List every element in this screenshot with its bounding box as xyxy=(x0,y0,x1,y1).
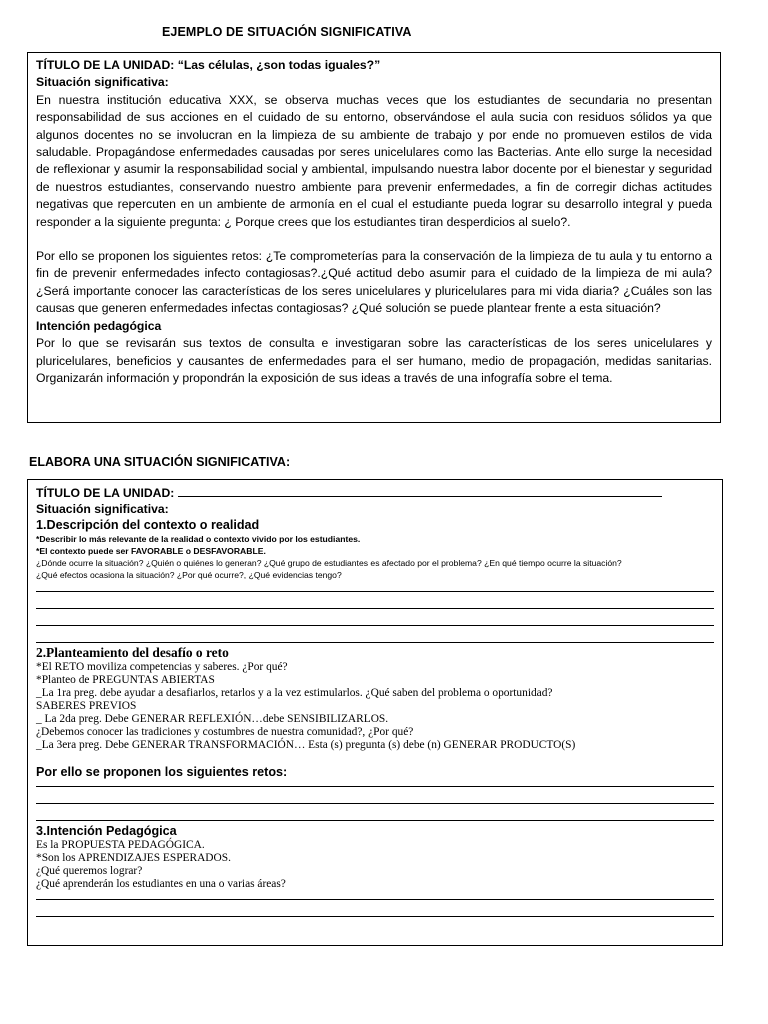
section-1-title: 1.Descripción del contexto o realidad xyxy=(36,518,260,532)
write-line[interactable] xyxy=(36,581,714,592)
section-3-line-4: ¿Qué aprenderán los estudiantes en una o varias áreas? xyxy=(36,878,286,890)
section-1-note-1: *Describir lo más relevante de la realidad o contexto vivido por los estudiantes. xyxy=(36,534,361,544)
section-2-title: 2.Planteamiento del desafío o reto xyxy=(36,645,229,660)
template-unit-title-label: TÍTULO DE LA UNIDAD: xyxy=(36,486,175,500)
write-line[interactable] xyxy=(36,626,714,643)
write-line[interactable] xyxy=(36,609,714,626)
section-2-line-5: _ La 2da preg. Debe GENERAR REFLEXIÓN…debe SENSIBILIZARLOS. xyxy=(36,713,389,725)
section-3-line-2: *Son los APRENDIZAJES ESPERADOS. xyxy=(36,852,231,864)
section-2-line-4: SABERES PREVIOS xyxy=(36,700,137,712)
section-1-note-2: *El contexto puede ser FAVORABLE o DESFAVORABLE. xyxy=(36,546,266,556)
template-box xyxy=(27,479,723,946)
example-situation-label: Situación significativa: xyxy=(36,75,169,90)
section-1-question-1: ¿Dónde ocurre la situación? ¿Quién o quiénes lo generan? ¿Qué grupo de estudiantes es afectado por el problema? ¿En qué tiempo ocurre la situación? xyxy=(36,558,622,568)
section-2-line-1: *El RETO moviliza competencias y saberes. ¿Por qué? xyxy=(36,661,288,673)
example-situation-text: En nuestra institución educativa XXX, se observa muchas veces que los estudiantes de secundaria no presentan responsabilidad de sus acciones en el cuidado de su entorno, observándose el aula sucia con residuos sólidos ya que algunos docentes no se involucran en la limpieza de su ambiente de trabajo y por ende no promueven estilos de vida saludable. Propagándose enfermedades causadas por seres unicelulares como las Bacterias. Ante ello surge la necesidad de reflexionar y asumir la responsabilidad social y ambiental, impulsando nuestra labor docente por el bienestar y seguridad de nuestros estudiantes, conservando nuestro ambiente para prevenir enfermedades, a fin de corregir dichas actitudes negativas que repercuten en un ambiente de armonía en el cual el estudiante pueda lograr su desarrollo integral y pueda responder a la siguiente pregunta: ¿ Porque crees que los estudiantes tiran desperdicios al suelo?. xyxy=(36,92,712,229)
section-1-question-2: ¿Qué efectos ocasiona la situación? ¿Por qué ocurre?, ¿Qué evidencias tengo? xyxy=(36,570,342,580)
unit-title-line[interactable] xyxy=(178,484,662,497)
example-challenges-text: Por ello se proponen los siguientes retos: ¿Te comprometerías para la conservación de la limpieza de tu aula y tu entorno a fin de prevenir enfermedades infecto contagiosas?.¿Qué actitud debo asumir para el cuidado de la limpieza de mi aula? ¿Será importante conocer las características de los seres unicelulares y pluricelulares para mi vida diaria? ¿Cuáles son las causas que generen enfermedades infectas contagiosas? ¿Qué solución se puede plantear frente a esta situación? xyxy=(36,249,712,316)
section-2-line-7: _La 3era preg. Debe GENERAR TRANSFORMACIÓN… Esta (s) pregunta (s) debe (n) GENERAR PRODUCTO(S) xyxy=(36,739,576,751)
template-situation-label: Situación significativa: xyxy=(36,502,169,516)
write-line[interactable] xyxy=(36,900,714,917)
example-unit-title: TÍTULO DE LA UNIDAD: “Las células, ¿son todas iguales?” xyxy=(36,58,381,72)
write-line[interactable] xyxy=(36,780,714,787)
section-3-line-1: Es la PROPUESTA PEDAGÓGICA. xyxy=(36,839,205,851)
write-line[interactable] xyxy=(36,787,714,804)
section-2-line-2: *Planteo de PREGUNTAS ABIERTAS xyxy=(36,674,215,686)
example-box xyxy=(27,52,721,423)
example-heading: EJEMPLO DE SITUACIÓN SIGNIFICATIVA xyxy=(162,25,412,39)
write-line[interactable] xyxy=(36,804,714,821)
retos-label: Por ello se proponen los siguientes retos: xyxy=(36,765,288,779)
section-3-line-3: ¿Qué queremos lograr? xyxy=(36,865,143,877)
section-3-title: 3.Intención Pedagógica xyxy=(36,824,177,838)
section-2-line-3: _La 1ra preg. debe ayudar a desafiarlos, retarlos y a la vez estimularlos. ¿Qué saben del problema o oportunidad? xyxy=(36,687,553,699)
example-intention-label: Intención pedagógica xyxy=(36,318,162,333)
example-intention-text: Por lo que se revisarán sus textos de consulta e investigaran sobre las características de los seres unicelulares y pluricelulares, beneficios y causantes de enfermedades para el ser humano, medio de propagación, medidas sanitarias. Organizarán información y propondrán la exposición de sus ideas a través de una infografía sobre el tema. xyxy=(36,336,712,385)
write-line[interactable] xyxy=(36,592,714,609)
write-line[interactable] xyxy=(36,891,714,900)
template-heading: ELABORA UNA SITUACIÓN SIGNIFICATIVA: xyxy=(29,455,291,469)
section-2-line-6: ¿Debemos conocer las tradiciones y costumbres de nuestra comunidad?, ¿Por qué? xyxy=(36,726,414,738)
